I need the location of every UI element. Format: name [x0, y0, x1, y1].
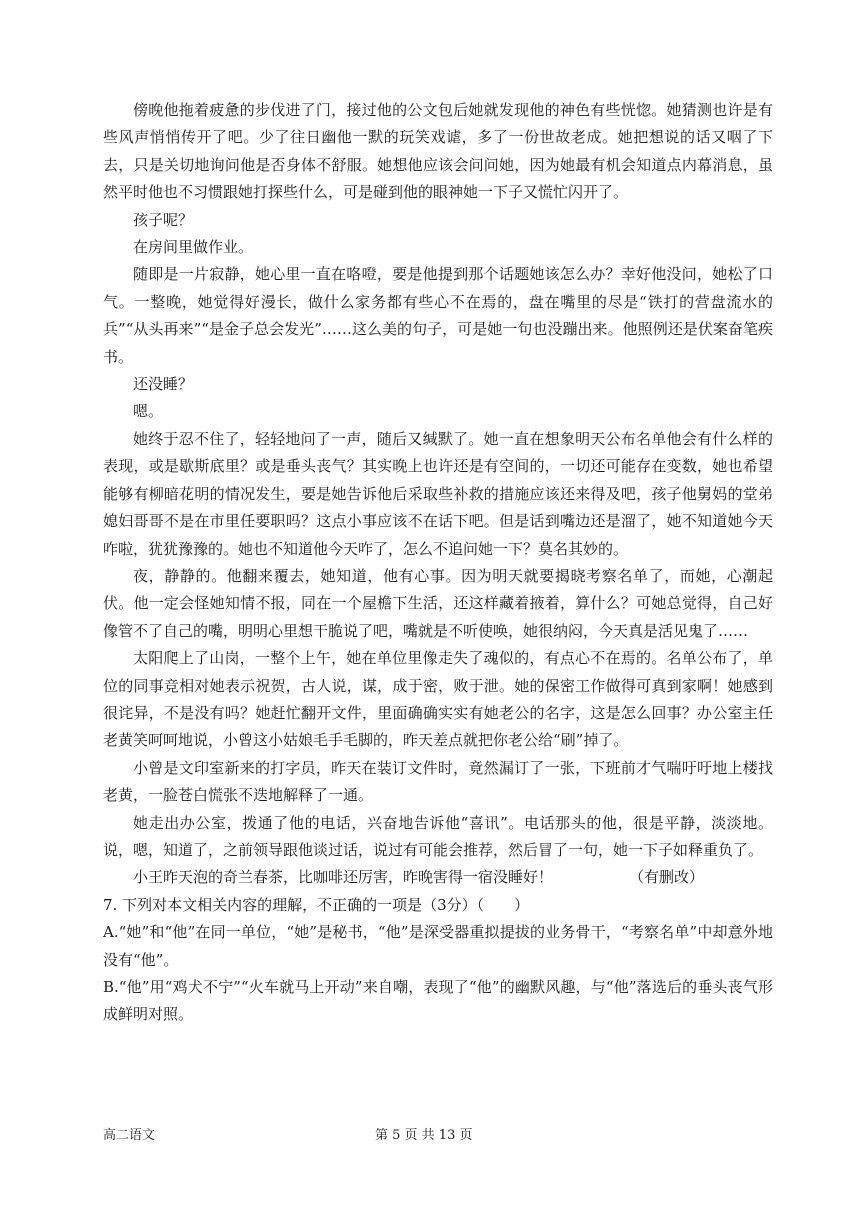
paragraph-1: 傍晚他拖着疲惫的步伐进了门，接过他的公文包后她就发现他的神色有些恍惚。她猜测也许是有些风声悄悄传开了吧。少了往日幽他一默的玩笑戏谑，多了一份世故老成。她把想说的话又咽了下去，只是关切地询问他是否身体不舒服。她想他应该会问问她，因为她最有机会知道点内幕消息，虽然平时他也不习惯跟她打探些什么，可是碰到他的眼神她一下子又慌忙闪开了。 — [103, 101, 773, 202]
question-stem: 7. 下列对本文相关内容的理解，不正确的一项是（3分）（ ） — [103, 895, 530, 914]
source-note: （有删改） — [629, 868, 705, 887]
paragraph-3: 在房间里做作业。 — [133, 238, 254, 257]
paragraph-7: 她终于忍不住了，轻轻地问了一声，随后又缄默了。她一直在想象明天公布名单他会有什么样的表现，或是歇斯底里？或是垂头丧气？其实晚上也许还是有空间的，一切还可能存在变数，她也希望能够有柳暗花明的情况发生，要是她告诉他后采取些补救的措施应该还来得及吧，孩子他舅妈的堂弟媳妇哥哥不是在市里任要职吗？这点小事应该不在话下吧。但是话到嘴边还是溜了，她不知道她今天咋啦，犹犹豫豫的。她也不知道他今天咋了，怎么不追问她一下？莫名其妙的。 — [103, 429, 773, 558]
paragraph-10: 小曾是文印室新来的打字员，昨天在装订文件时，竟然漏订了一张，下班前才气喘吁吁地上楼找老黄，一脸苍白慌张不迭地解释了一通。 — [103, 758, 773, 805]
footer-page-number: 第 5 页 共 13 页 — [375, 1128, 473, 1143]
paragraph-6: 嗯。 — [133, 402, 164, 421]
paragraph-8: 夜，静静的。他翻来覆去，她知道，他有心事。因为明天就要揭晓考察名单了，而她，心潮起伏。他一定会怪她知情不报，同在一个屋檐下生活，还这样藏着掖着，算什么？可她总觉得，自己好像管不了自己的嘴，明明心里想干脆说了吧，嘴就是不听使唤，她很纳闷，今天真是活见鬼了…… — [103, 566, 773, 640]
option-b: B.“他”用“鸡犬不宁”“火车就马上开动”来自嘲，表现了“他”的幽默风趣，与“他”落选后的垂头丧气形成鲜明对照。 — [103, 978, 773, 1024]
paragraph-2: 孩子呢？ — [133, 210, 194, 229]
paragraph-5: 还没睡？ — [133, 375, 194, 394]
paragraph-11: 她走出办公室，拨通了他的电话，兴奋地告诉他“喜讯”。电话那头的他，很是平静，淡淡地。说，嗯，知道了，之前领导跟他谈过话，说过有可能会推荐，然后冒了一句，她一下子如释重负了。 — [103, 813, 773, 859]
paragraph-9: 太阳爬上了山岗，一整个上午，她在单位里像走失了魂似的，有点心不在焉的。名单公布了，单位的同事竞相对她表示祝贺，古人说，谋，成于密，败于泄。她的保密工作做得可真到家啊！她感到很诧异，不是没有吗？她赶忙翻开文件，里面确确实实有她老公的名字，这是怎么回事？办公室主任老黄笑呵呵地说，小曾这小姑娘毛手毛脚的，昨天差点就把你老公给“刷”掉了。 — [103, 649, 773, 750]
paragraph-last — [103, 864, 773, 891]
option-a: A.“她”和“他”在同一单位，“她”是秘书，“他”是深受器重拟提拔的业务骨干，“考察名单”中却意外地没有“他”。 — [103, 923, 773, 969]
last-paragraph-text: 小王昨天泡的奇兰春茶，比咖啡还厉害，昨晚害得一宿没睡好！ — [133, 868, 554, 887]
article-body — [103, 97, 773, 1029]
footer-subject: 高二语文 — [103, 1128, 156, 1143]
paragraph-4: 随即是一片寂静，她心里一直在咯噔，要是他提到那个话题她该怎么办？幸好他没问，她松了口气。一整晚，她觉得好漫长，做什么家务都有些心不在焉的，盘在嘴里的尽是“铁打的营盘流水的兵”“从头再来”“是金子总会发光”……这么美的句子，可是她一句也没蹦出来。他照例还是伏案奋笔疾书。 — [103, 265, 773, 366]
